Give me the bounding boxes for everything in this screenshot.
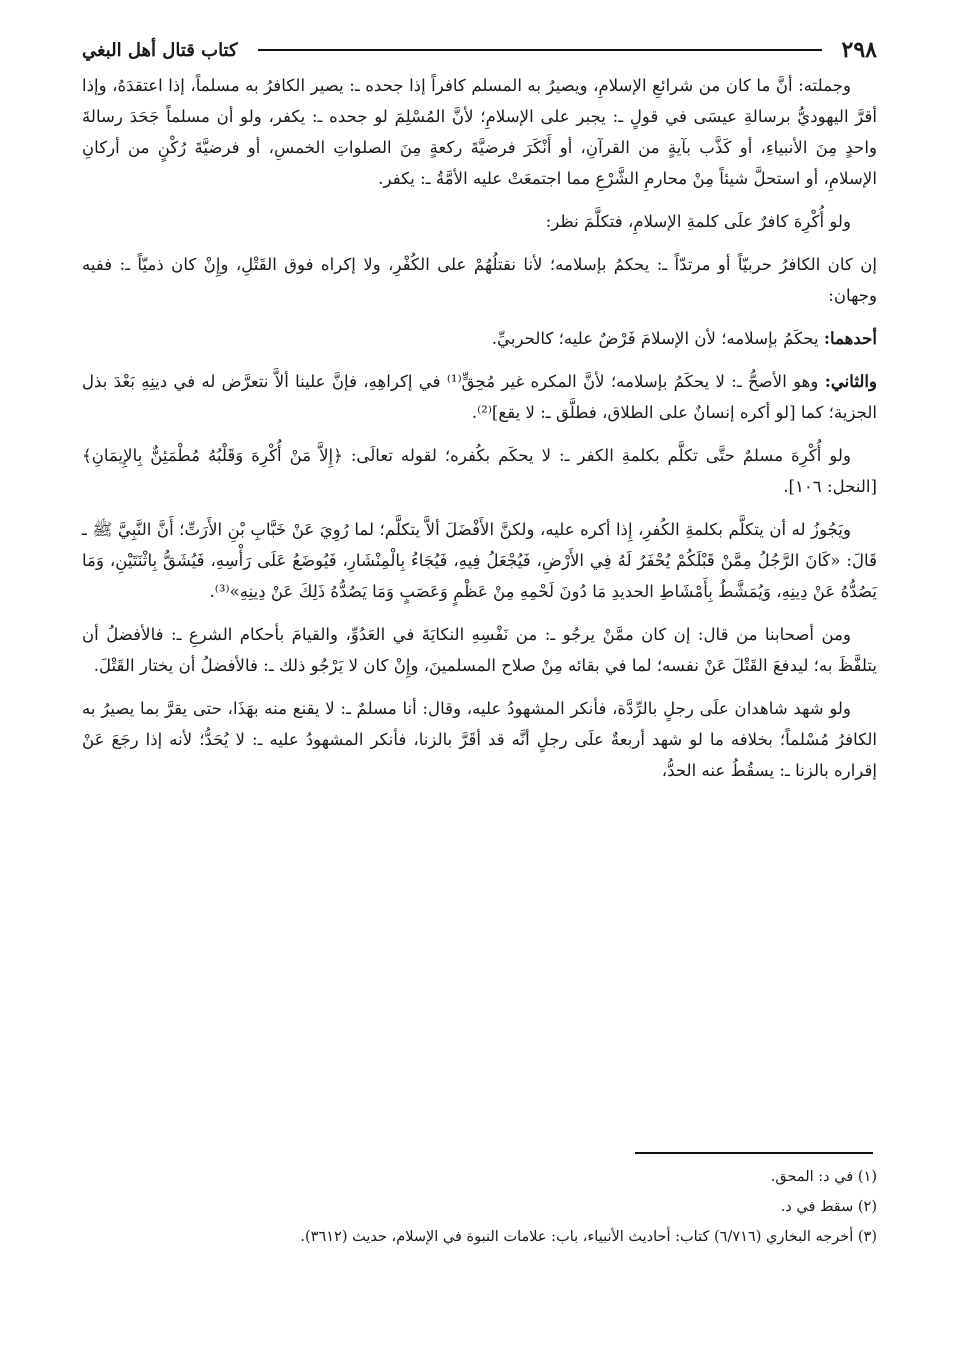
paragraph-text: يحكَمُ بإسلامه؛ لأن الإسلامَ فَرْضٌ عليه؛ كالحربيِّ.	[491, 329, 819, 348]
paragraph: ولو شهد شاهدان علَى رجلٍ بالرِّدَّة، فأنكر المشهودُ عليه، وقال: أنا مسلمٌ ـ: لا يقنع منه بهَذَا، حتى يقرَّ بما يصيرُ به الكافرُ مُسْلماً؛ بخلافه ما لو شهد أربعةٌ علَى رجلٍ أنَّه قد أقَرَّ بالزنا، فأنكر المشهودُ عليه ـ: لا يُحَدُّ؛ لأنه إذا رجَعَ عَنْ إقراره بالزنا ـ: يسقُطُ عنه الحدُّ،	[82, 699, 877, 780]
paragraph: وجملته: أنَّ ما كان من شرائعِ الإسلامِ، ويصيرُ به المسلم كافراً إذا جحده ـ: يصير الكافرُ به مسلماً، إذا اعتقدَهُ، وإذا أقرَّ اليهوديُّ برسالةِ عيسَى في قولٍ ـ: يجبر على الإسلامِ؛ لأنَّ المُسْلِمَ لو جحده ـ: يكفر، ولو أن مسلماً جَحَدَ رسالةَ واحدٍ مِنَ الأنبياءِ، أو كَذَّب بآيةٍ من القرآنِ، أو أَنْكَرَ فرضيَّةَ ركعةٍ مِنَ الصلواتِ الخمسِ، أو فرضيَّةَ رُكْنٍ من أركانِ الإسلامِ، أو استحلَّ شيئاً مِنْ محارمِ الشَّرْعِ مما اجتمعَتْ عليه الأمَّةُ ـ: يكفر.	[82, 76, 877, 188]
page-number: ٢٩٨	[841, 37, 877, 63]
paragraph: إن كان الكافرُ حربيّاً أو مرتدّاً ـ: يحكمُ بإسلامه؛ لأنا نقتلُهُمْ على الكُفْرِ، ولا إكراه فوق القَتْلِ، وإِنْ كان ذميّاً ـ: ففيه وجهان:	[82, 255, 877, 305]
paragraph-text: وهو الأصحُّ ـ: لا يحكَمُ بإسلامه؛ لأنَّ المكره غير مُحِقٍّ⁽¹⁾ في إكراهِهِ، فإنَّ علينا ألاَّ نتعرَّض له في دينِهِ بَعْدَ بذل الجزية؛ كما [لو أكره إنسانٌ على الطلاق، فطلَّق ـ: لا يقع]⁽²⁾.	[82, 372, 877, 422]
footnote: (٢) سقط في د.	[780, 1199, 877, 1215]
paragraph	[82, 366, 877, 428]
paragraph: ولو أُكْرِهَ كافرٌ علَى كلمةِ الإسلامِ، فتكلَّمَ نظر:	[545, 212, 851, 231]
paragraph	[82, 323, 877, 354]
term-first: أحدهما:	[823, 328, 877, 348]
header-rule	[258, 49, 822, 51]
page	[82, 30, 877, 798]
page-header	[82, 30, 877, 70]
footnote-rule	[635, 1152, 873, 1154]
footnote: (٣) أخرجه البخاري (٦/٧١٦) كتاب: أحاديث الأنبياء، باب: علامات النبوة في الإسلام، حديث (٣٦١٢).	[300, 1229, 877, 1245]
footnote: (١) في د: المحق.	[770, 1169, 877, 1185]
running-title: كتاب قتال أهل البغي	[82, 39, 238, 61]
term-second: والثاني:	[824, 371, 878, 391]
footnotes	[82, 1162, 877, 1252]
paragraph: ولو أُكْرِهَ مسلمٌ حتَّى تكلَّم بكلمةِ الكفر ـ: لا يحكَم بكُفره؛ لقوله تعالَى: ﴿إِلاَّ مَنْ أُكْرِهَ وَقَلْبُهُ مُطْمَئِنٌّ بِالإِيمَانِ﴾ [النحل: ١٠٦].	[82, 446, 877, 496]
paragraph: ومن أصحابنا من قال: إن كان ممَّنْ يرجُو ـ: من نَفْسِهِ النكايَةَ في العَدُوِّ، والقيامَ بأحكام الشرعِ ـ: فالأفضلُ أن يتلفَّظَ به؛ ليدفعَ القَتْلَ عَنْ نفسه؛ لما في بقائه مِنْ صلاح المسلمينَ، وإِنْ كان لا يَرْجُو ذلك ـ: فالأفضلُ أن يختار القَتْلَ.	[82, 625, 877, 675]
body-text	[82, 70, 877, 786]
paragraph: ويَجُوزُ له أن يتكلَّم بكلمةِ الكُفرِ، إِذا أكره عليه، ولكنَّ الأَفْضَلَ ألاَّ يتكلَّم؛ لما رُوِيَ عَنْ خَبَّابِ بْنِ الأَرَتِّ؛ أَنَّ النَّبِيَّ ﷺ ـ قَالَ: «كَانَ الرَّجُلُ مِمَّنْ قَبْلَكُمْ يُحْفَرُ لَهُ فِي الأَرْضِ، فَيُجْعَلُ فِيهِ، فَيُجَاءُ بِالْمِنْشَارِ، فَيُوضَعُ عَلَى رَأْسِهِ، فَيُشَقُّ بِاثْنَتَيْنِ، وَمَا يَصُدُّهُ عَنْ دِينِهِ، وَيُمَشَّطُ بِأَمْشَاطِ الحديدِ مَا دُونَ لَحْمِهِ مِنْ عَظْمٍ وَعَصَبٍ وَمَا يَصُدُّهُ ذَلِكَ عَنْ دِينِهِ»⁽³⁾.	[82, 520, 877, 601]
